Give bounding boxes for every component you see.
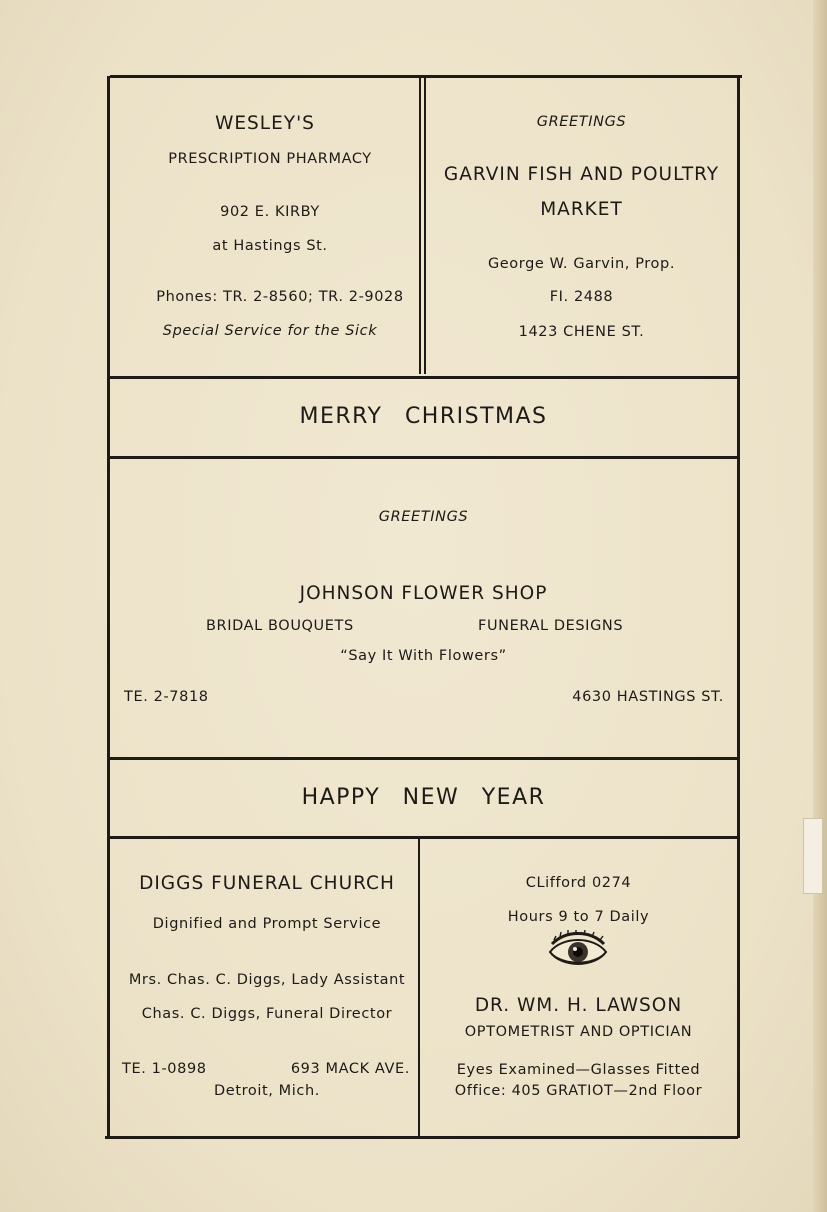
- page-edge: [813, 0, 827, 1212]
- diggs-city: Detroit, Mich.: [214, 1083, 320, 1099]
- garvin-owner: George W. Garvin, Prop.: [487, 256, 676, 272]
- rule-below-newyear: [110, 836, 737, 839]
- rule-above-newyear: [110, 757, 737, 760]
- lawson-phone: CLifford 0274: [525, 875, 632, 891]
- garvin-greeting: GREETINGS: [536, 114, 627, 130]
- wesley-tagline: Special Service for the Sick: [162, 323, 378, 339]
- johnson-name: JOHNSON FLOWER SHOP: [299, 583, 548, 604]
- wesley-subtitle: PRESCRIPTION PHARMACY: [168, 151, 372, 167]
- diggs-assistant: Mrs. Chas. C. Diggs, Lady Assistant: [128, 972, 406, 988]
- frame-right-border: [737, 76, 740, 1138]
- lawson-title: OPTOMETRIST AND OPTICIAN: [464, 1024, 693, 1040]
- lawson-name: DR. WM. H. LAWSON: [474, 995, 683, 1016]
- frame-top-border: [110, 75, 742, 78]
- garvin-name-line1: GARVIN FISH AND POULTRY: [443, 164, 720, 185]
- frame-bottom-border: [105, 1136, 738, 1139]
- johnson-address: 4630 HASTINGS ST.: [572, 689, 724, 705]
- frame-left-border: [107, 76, 110, 1138]
- diggs-tagline: Dignified and Prompt Service: [152, 916, 382, 932]
- happy-new-year-banner: HAPPY NEW YEAR: [301, 785, 546, 810]
- merry-christmas-banner: MERRY CHRISTMAS: [299, 404, 548, 429]
- garvin-phone: FI. 2488: [549, 289, 614, 305]
- johnson-funeral: FUNERAL DESIGNS: [478, 618, 624, 634]
- johnson-bridal: BRIDAL BOUQUETS: [206, 618, 354, 634]
- lawson-services: Eyes Examined—Glasses Fitted: [456, 1062, 701, 1078]
- diggs-director: Chas. C. Diggs, Funeral Director: [141, 1006, 393, 1022]
- rule-below-christmas: [110, 456, 737, 459]
- wesley-name: WESLEY'S: [215, 113, 315, 134]
- lawson-hours: Hours 9 to 7 Daily: [507, 909, 650, 925]
- wesley-cross-street: at Hastings St.: [212, 238, 328, 254]
- garvin-address: 1423 CHENE ST.: [518, 324, 645, 340]
- wesley-phones: Phones: TR. 2-8560; TR. 2-9028: [156, 289, 404, 305]
- eye-icon: [548, 930, 608, 974]
- garvin-name-line2: MARKET: [540, 199, 623, 220]
- paper-tab: [803, 818, 823, 894]
- diggs-address: 693 MACK AVE.: [290, 1061, 410, 1077]
- johnson-phone: TE. 2-7818: [124, 689, 209, 705]
- wesley-address: 902 E. KIRBY: [220, 204, 320, 220]
- diggs-name: DIGGS FUNERAL CHURCH: [139, 873, 395, 894]
- rule-above-christmas: [110, 376, 737, 379]
- johnson-greeting: GREETINGS: [378, 509, 469, 525]
- johnson-slogan: “Say It With Flowers”: [340, 648, 507, 664]
- diggs-phone: TE. 1-0898: [122, 1061, 207, 1077]
- lawson-office: Office: 405 GRATIOT—2nd Floor: [454, 1083, 703, 1099]
